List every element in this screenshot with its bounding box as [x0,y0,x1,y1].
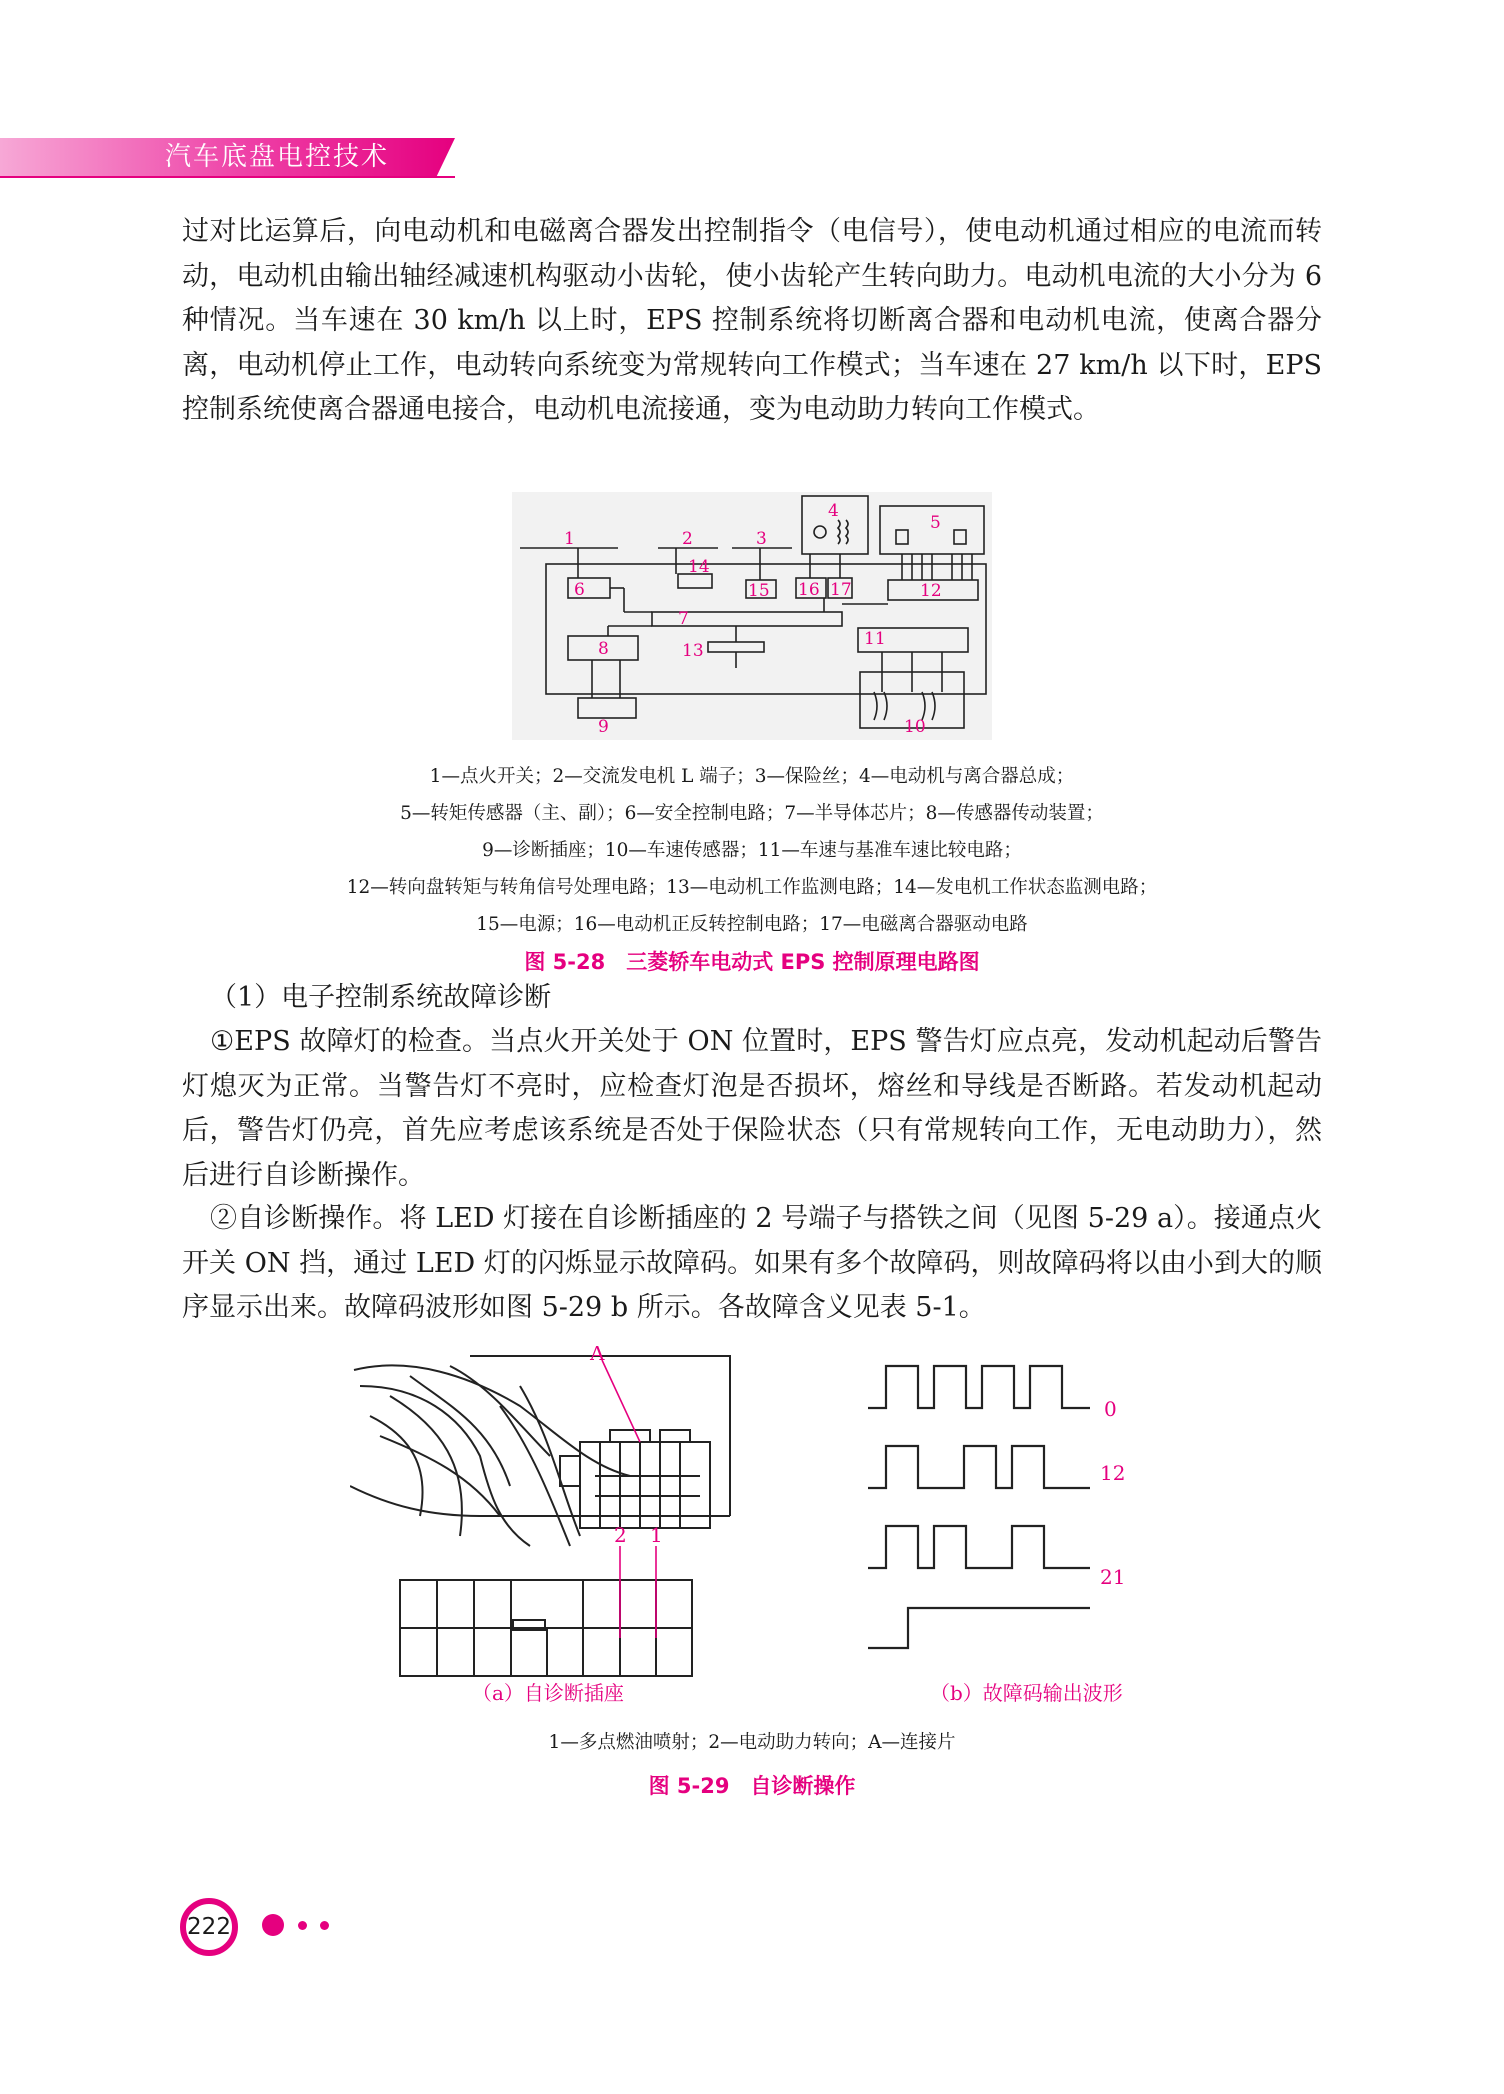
figure-5-29-legend: 1—多点燃油喷射；2—电动助力转向；A—连接片 [548,1732,956,1753]
legend-line: 12—转向盘转矩与转角信号处理电路；13—电动机工作监测电路；14—发电机工作状态监测电路； [346,877,1158,898]
fault-code-21: 21 [1100,1565,1126,1589]
diagram-label-9: 9 [598,717,609,737]
terminal-1-label: 1 [650,1523,663,1547]
connector-plate-label: A [590,1346,605,1365]
fault-code-12: 12 [1100,1461,1126,1485]
page-dot-large [262,1914,284,1936]
diagram-label-16: 16 [798,580,820,600]
page-number: 222 [180,1898,238,1956]
diagram-label-2: 2 [682,529,693,549]
paragraph-2: ①EPS 故障灯的检查。当点火开关处于 ON 位置时，EPS 警告灯应点亮，发动机起动后警告灯熄灭为正常。当警告灯不亮时，应检查灯泡是否损坏，熔丝和导线是否断路。若发动机起动后，警告灯仍亮，首先应考虑该系统是否处于保险状态（只有常规转向工作，无电动助力），然后进行自诊断操作。 [182,1026,1322,1191]
legend-line: 9—诊断插座；10—车速传感器；11—车速与基准车速比较电路； [482,840,1022,861]
legend-line: 1—点火开关；2—交流发电机 L 端子；3—保险丝；4—电动机与离合器总成； [429,766,1075,787]
paragraph-1: 过对比运算后，向电动机和电磁离合器发出控制指令（电信号），使电动机通过相应的电流而转动，电动机由输出轴经减速机构驱动小齿轮，使小齿轮产生转向助力。电动机电流的大小分为 6 种情况。当车速在 30 km/h 以上时，EPS 控制系统将切断离合器和电动机电流，使离合器分离，电动机停止工作，电动转向系统变为常规转向工作模式；当车速在 27 km/h 以下时，EPS 控制系统使离合器通电接合，电动机电流接通，变为电动助力转向工作模式。 [182,216,1322,425]
figure-5-29-title: 图 5-29 自诊断操作 [648,1774,856,1798]
diagram-label-10: 10 [904,717,926,737]
diagram-label-4: 4 [828,501,839,521]
header-rule [0,176,455,178]
diagram-label-6: 6 [574,580,585,600]
subfigure-a-caption: （a）自诊断插座 [472,1681,624,1705]
page-dot-small [320,1921,329,1930]
fault-code-0: 0 [1104,1397,1117,1421]
diagram-label-14: 14 [688,557,710,577]
subfigure-b-caption: （b）故障码输出波形 [930,1681,1123,1705]
terminal-2-label: 2 [614,1523,627,1547]
section-heading: （1）电子控制系统故障诊断 [210,982,552,1013]
diagram-label-12: 12 [920,581,942,601]
diagram-label-8: 8 [598,639,609,659]
diagram-label-13: 13 [682,641,704,661]
page-dot-small [298,1921,307,1930]
diagram-label-7: 7 [678,609,689,629]
figure-5-29-diagram [350,1346,1156,1706]
diagram-label-3: 3 [756,529,767,549]
legend-line: 15—电源；16—电动机正反转控制电路；17—电磁离合器驱动电路 [476,914,1028,935]
figure-5-28-diagram [512,492,992,740]
diagram-label-1: 1 [564,529,575,549]
diagram-label-15: 15 [748,581,770,601]
legend-line: 5—转矩传感器（主、副）；6—安全控制电路；7—半导体芯片；8—传感器传动装置； [400,803,1104,824]
diagram-label-5: 5 [930,513,941,533]
book-title: 汽车底盘电控技术 [165,142,390,172]
paragraph-3: ②自诊断操作。将 LED 灯接在自诊断插座的 2 号端子与搭铁之间（见图 5-29 a）。接通点火开关 ON 挡，通过 LED 灯的闪烁显示故障码。如果有多个故障码，则故障码将以由小到大的顺序显示出来。故障码波形如图 5-29 b 所示。各故障含义见表 5-1。 [182,1203,1322,1323]
figure-5-28-title: 图 5-28 三菱轿车电动式 EPS 控制原理电路图 [524,950,980,974]
diagram-label-11: 11 [864,629,886,649]
diagram-label-17: 17 [830,580,852,600]
figure-5-28-legend [182,758,1322,943]
